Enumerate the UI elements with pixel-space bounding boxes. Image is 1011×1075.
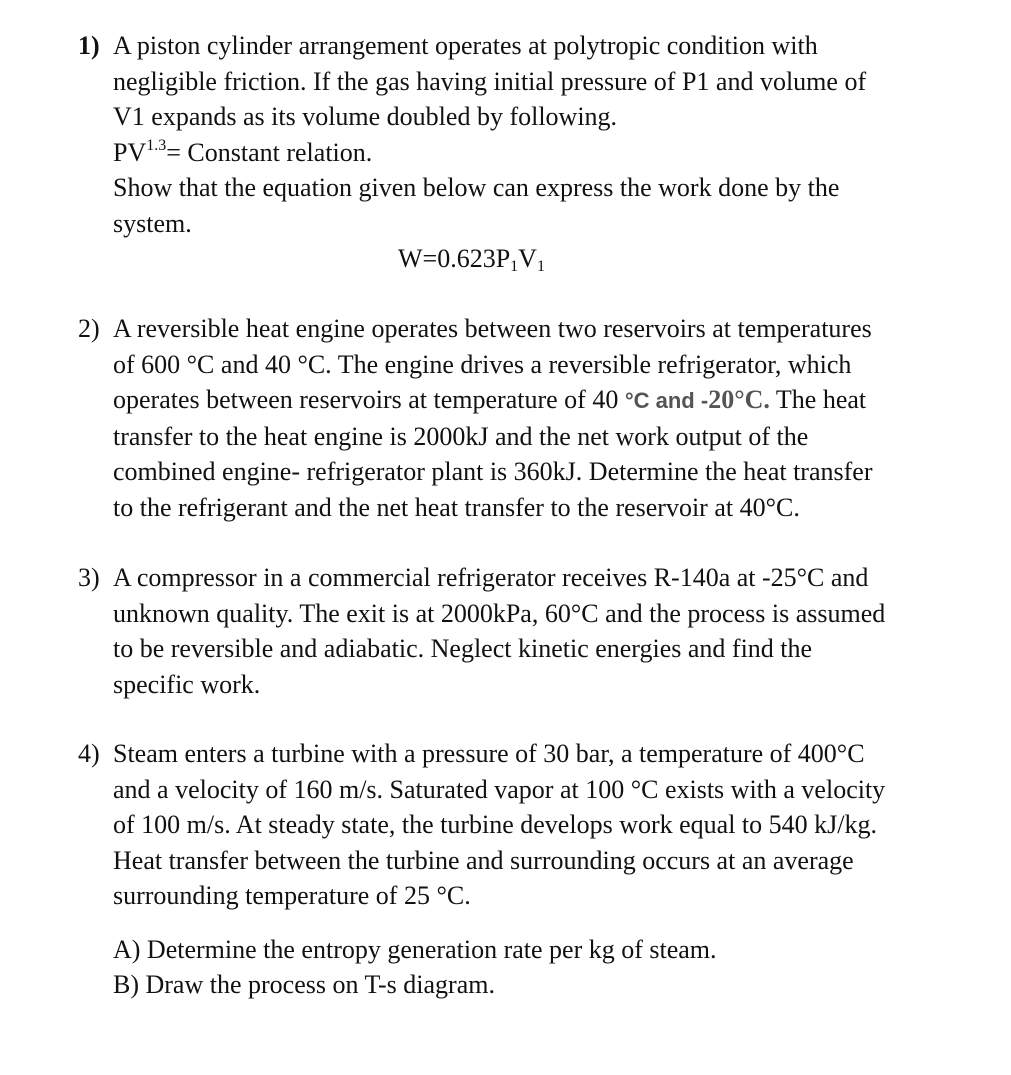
equation-sub-1: 1 xyxy=(510,258,519,275)
sub-item-a: A) Determine the entropy generation rate per kg of steam. xyxy=(113,934,717,964)
equation-mid: V xyxy=(518,244,537,273)
question-number: 3) xyxy=(78,563,100,592)
text-line: A compressor in a commercial refrigerator receives R-140a at -25°C and xyxy=(113,563,869,592)
equation-sub-2: 1 xyxy=(536,258,545,275)
text-line: Steam enters a turbine with a pressure of 30 bar, a temperature of 400°C xyxy=(113,739,865,768)
work-equation xyxy=(113,241,978,277)
text-segment-sans: °C and - xyxy=(624,388,709,413)
text-line: A reversible heat engine operates between two reservoirs at temperatures xyxy=(113,314,872,343)
question-4 xyxy=(78,736,978,1003)
text-line: unknown quality. The exit is at 2000kPa, 60°C and the process is assumed xyxy=(113,598,886,628)
question-3 xyxy=(78,560,978,702)
text-line: system. xyxy=(113,208,192,238)
question-body xyxy=(113,560,978,702)
text-line: surrounding temperature of 25 °C. xyxy=(113,881,471,910)
question-2 xyxy=(78,311,978,525)
question-body xyxy=(113,28,978,277)
text-line: specific work. xyxy=(113,669,261,699)
question-body xyxy=(113,736,978,1003)
text-line: of 100 m/s. At steady state, the turbine develops work equal to 540 kJ/kg. xyxy=(113,810,877,839)
text-line: A piston cylinder arrangement operates at polytropic condition with xyxy=(113,31,818,60)
question-1 xyxy=(78,28,978,277)
question-number: 1) xyxy=(78,31,100,60)
relation-rest: = Constant relation. xyxy=(166,137,373,167)
sub-item-b: B) Draw the process on T-s diagram. xyxy=(113,970,495,999)
text-line: V1 expands as its volume doubled by following. xyxy=(113,102,618,131)
text-segment: The heat xyxy=(769,385,867,414)
equation-prefix: W=0.623P xyxy=(398,244,511,273)
text-line: Heat transfer between the turbine and surrounding occurs at an average xyxy=(113,845,854,875)
text-segment: operates between reservoirs at temperature of 40 xyxy=(113,385,625,414)
text-line: transfer to the heat engine is 2000kJ and the net work output of the xyxy=(113,421,809,451)
text-line: to the refrigerant and the net heat transfer to the reservoir at 40°C. xyxy=(113,492,800,522)
relation-base: PV xyxy=(113,137,147,167)
polytropic-relation xyxy=(113,135,978,171)
text-line: of 600 °C and 40 °C. The engine drives a reversible refrigerator, which xyxy=(113,349,852,379)
text-line-mixed xyxy=(113,382,978,419)
text-line: to be reversible and adiabatic. Neglect kinetic energies and find the xyxy=(113,634,813,663)
sub-items xyxy=(113,932,978,1003)
text-line: negligible friction. If the gas having initial pressure of P1 and volume of xyxy=(113,66,867,96)
text-line: Show that the equation given below can express the work done by the xyxy=(113,173,840,202)
text-line: combined engine- refrigerator plant is 360kJ. Determine the heat transfer xyxy=(113,457,873,486)
text-segment-bold: 20°C. xyxy=(708,385,770,414)
question-body xyxy=(113,311,978,525)
text-line: and a velocity of 160 m/s. Saturated vapor at 100 °C exists with a velocity xyxy=(113,774,886,804)
relation-exponent: 1.3 xyxy=(146,136,167,154)
question-number: 2) xyxy=(78,314,100,343)
question-number: 4) xyxy=(78,739,100,768)
